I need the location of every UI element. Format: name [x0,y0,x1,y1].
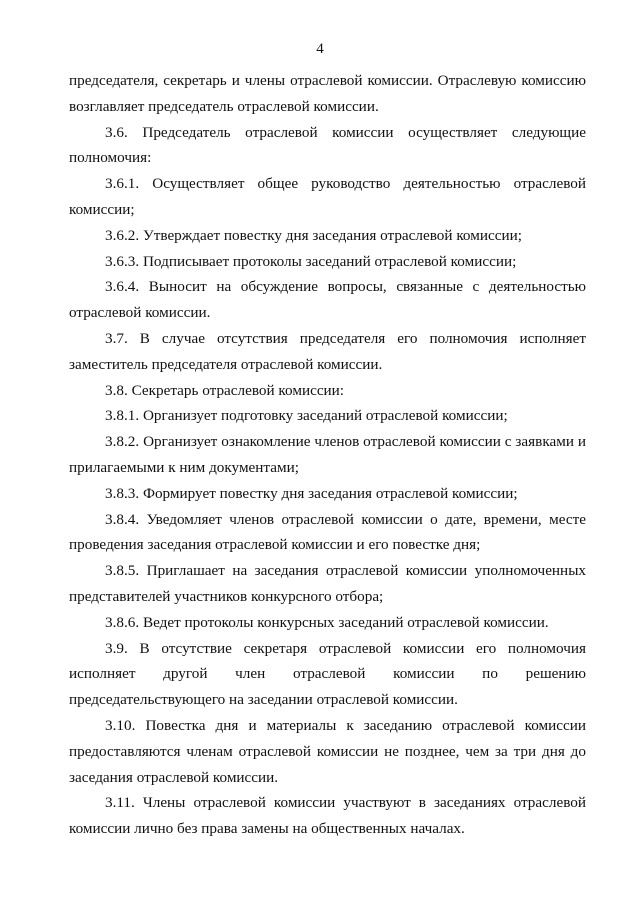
paragraph: председателя, секретарь и члены отраслевой комиссии. Отраслевую комиссию возглавляет председатель отраслевой комиссии. [69,72,586,115]
paragraph: 3.8.1. Организует подготовку заседаний отраслевой комиссии; [105,407,508,425]
paragraph: 3.6. Председатель отраслевой комиссии осуществляет следующие полномочия: [69,123,586,167]
paragraph: 3.8.6. Ведет протоколы конкурсных заседаний отраслевой комиссии. [105,613,549,631]
paragraph: 3.6.2. Утверждает повестку дня заседания отраслевой комиссии; [105,226,522,244]
paragraph: 3.6.3. Подписывает протоколы заседаний отраслевой комиссии; [105,252,517,270]
paragraph: 3.6.4. Выносит на обсуждение вопросы, связанные с деятельностью отраслевой комиссии. [69,278,586,322]
paragraph: 3.11. Члены отраслевой комиссии участвуют в заседаниях отраслевой комиссии лично без права замены на общественных началах. [69,794,586,838]
paragraph: 3.8.2. Организует ознакомление членов отраслевой комиссии с заявками и прилагаемыми к ним документами; [69,433,586,476]
paragraph: 3.8.5. Приглашает на заседания отраслевой комиссии уполномоченных представителей участников конкурсного отбора; [69,562,586,605]
paragraph: 3.8. Секретарь отраслевой комиссии: [105,381,345,399]
paragraph: 3.6.1. Осуществляет общее руководство деятельностью отраслевой комиссии; [69,175,586,218]
paragraph: 3.8.3. Формирует повестку дня заседания отраслевой комиссии; [105,484,518,502]
page-number: 4 [316,41,324,57]
paragraph: 3.9. В отсутствие секретаря отраслевой комиссии его полномочия исполняет другой член отраслевой комиссии по решению председательствующего на заседании отраслевой комиссии. [69,639,586,709]
paragraph: 3.8.4. Уведомляет членов отраслевой комиссии о дате, времени, месте проведения заседания отраслевой комиссии и его повестке дня; [69,510,586,554]
paragraph: 3.10. Повестка дня и материалы к заседанию отраслевой комиссии предоставляются членам отраслевой комиссии не позднее, чем за три дня до заседания отраслевой комиссии. [69,716,586,786]
paragraph: 3.7. В случае отсутствия председателя его полномочия исполняет заместитель председателя отраслевой комиссии. [69,329,586,373]
document-body [69,68,586,842]
